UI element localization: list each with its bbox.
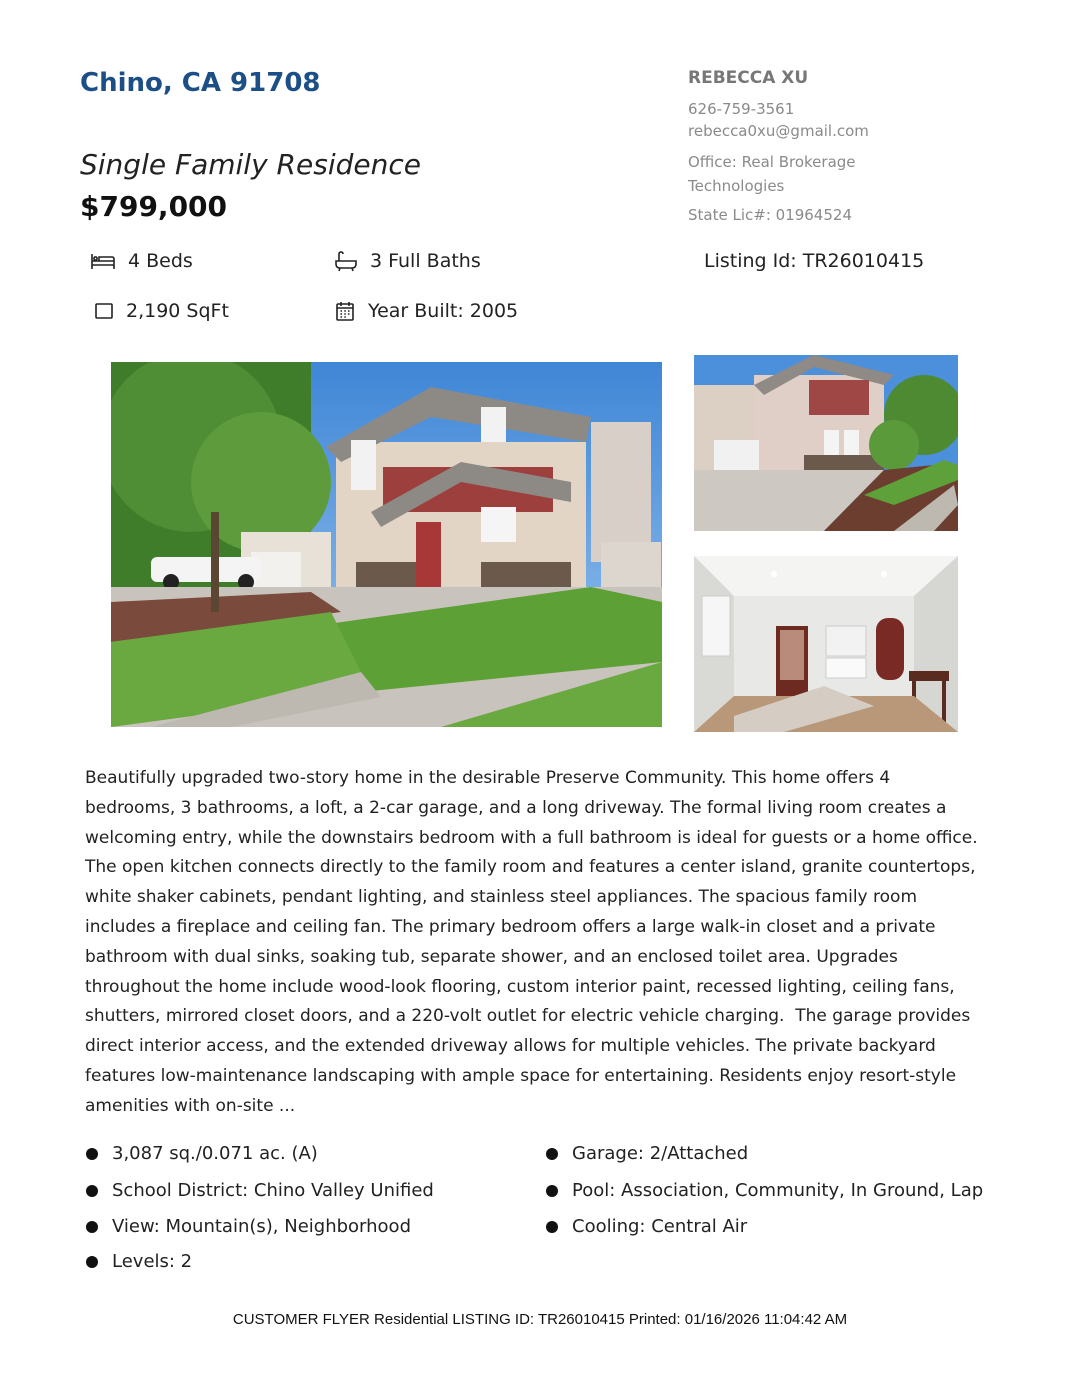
bullet-icon <box>86 1185 98 1197</box>
bullet-icon <box>546 1148 558 1160</box>
bathtub-icon <box>334 250 358 272</box>
property-description: Beautifully upgraded two-story home in the desirable Preserve Community. This home offers 4 bedrooms, 3 bathrooms, a loft, a 2-car garage, and a long driveway. The formal living room creates a welcoming entry, while the downstairs bedroom with a full bathroom is ideal for guests or a home office. The open kitchen connects directly to the family room and features a center island, granite countertops, white shaker cabinets, pendant lighting, and stainless steel appliances. The spacious family room includes a fireplace and ceiling fan. The primary bedroom offers a large walk-in closet and a private bathroom with dual sinks, soaking tub, separate shower, and an enclosed toilet area. Upgrades throughout the home include wood-look flooring, custom interior paint, recessed lighting, ceiling fans, shutters, mirrored closet doors, and a 220-volt outlet for electric vehicle charging. The garage provides direct interior access, and the extended driveway allows for multiple vehicles. The private backyard features low-maintenance landscaping with ample space for entertaining. Residents enjoy resort-style amenities with on-site ... <box>85 768 989 1116</box>
bullet-icon <box>86 1221 98 1233</box>
bed-icon <box>90 251 116 271</box>
feature-item <box>86 1251 192 1272</box>
feature-text: 3,087 sq./0.071 ac. (A) <box>112 1143 318 1164</box>
property-type: Single Family Residence <box>80 148 421 181</box>
feature-text: Cooling: Central Air <box>572 1216 748 1237</box>
fact-sqft <box>94 300 229 322</box>
feature-text: Levels: 2 <box>112 1251 193 1272</box>
agent-license: State Lic#: 01964524 <box>688 206 852 224</box>
feature-text: Garage: 2/Attached <box>572 1143 749 1164</box>
bullet-icon <box>86 1148 98 1160</box>
fact-year-built <box>334 300 518 322</box>
feature-item <box>86 1180 434 1201</box>
bullet-icon <box>546 1185 558 1197</box>
feature-item <box>546 1180 983 1201</box>
feature-item <box>86 1216 411 1237</box>
beds-label: 4 Beds <box>128 250 193 272</box>
photo-house-side <box>694 355 958 531</box>
feature-text: View: Mountain(s), Neighborhood <box>112 1216 411 1237</box>
photo-living-room <box>694 556 958 732</box>
calendar-icon <box>334 300 356 322</box>
feature-item <box>86 1143 318 1164</box>
square-icon <box>94 302 114 320</box>
price: $799,000 <box>80 190 228 223</box>
city-heading: Chino, CA 91708 <box>80 68 321 98</box>
listing-id-label: Listing Id: TR26010415 <box>704 250 925 272</box>
agent-name: REBECCA XU <box>688 68 809 88</box>
agent-office: Office: Real Brokerage Technologies <box>688 153 856 195</box>
footer-print-info: CUSTOMER FLYER Residential LISTING ID: TR26010415 Printed: 01/16/2026 11:04:42 AM <box>232 1311 848 1328</box>
feature-text: School District: Chino Valley Unified <box>112 1180 434 1201</box>
agent-email: rebecca0xu@gmail.com <box>688 122 869 140</box>
fact-baths <box>334 250 481 272</box>
year-built-label: Year Built: 2005 <box>368 300 519 322</box>
feature-text: Pool: Association, Community, In Ground, Lap <box>572 1180 984 1201</box>
photo-house-exterior <box>111 362 662 727</box>
bullet-icon <box>86 1256 98 1268</box>
bullet-icon <box>546 1221 558 1233</box>
agent-phone: 626-759-3561 <box>688 100 795 118</box>
fact-beds <box>90 250 193 272</box>
sqft-label: 2,190 SqFt <box>126 300 229 322</box>
listing-id <box>704 250 924 272</box>
feature-item <box>546 1143 748 1164</box>
baths-label: 3 Full Baths <box>370 250 481 272</box>
feature-item <box>546 1216 747 1237</box>
